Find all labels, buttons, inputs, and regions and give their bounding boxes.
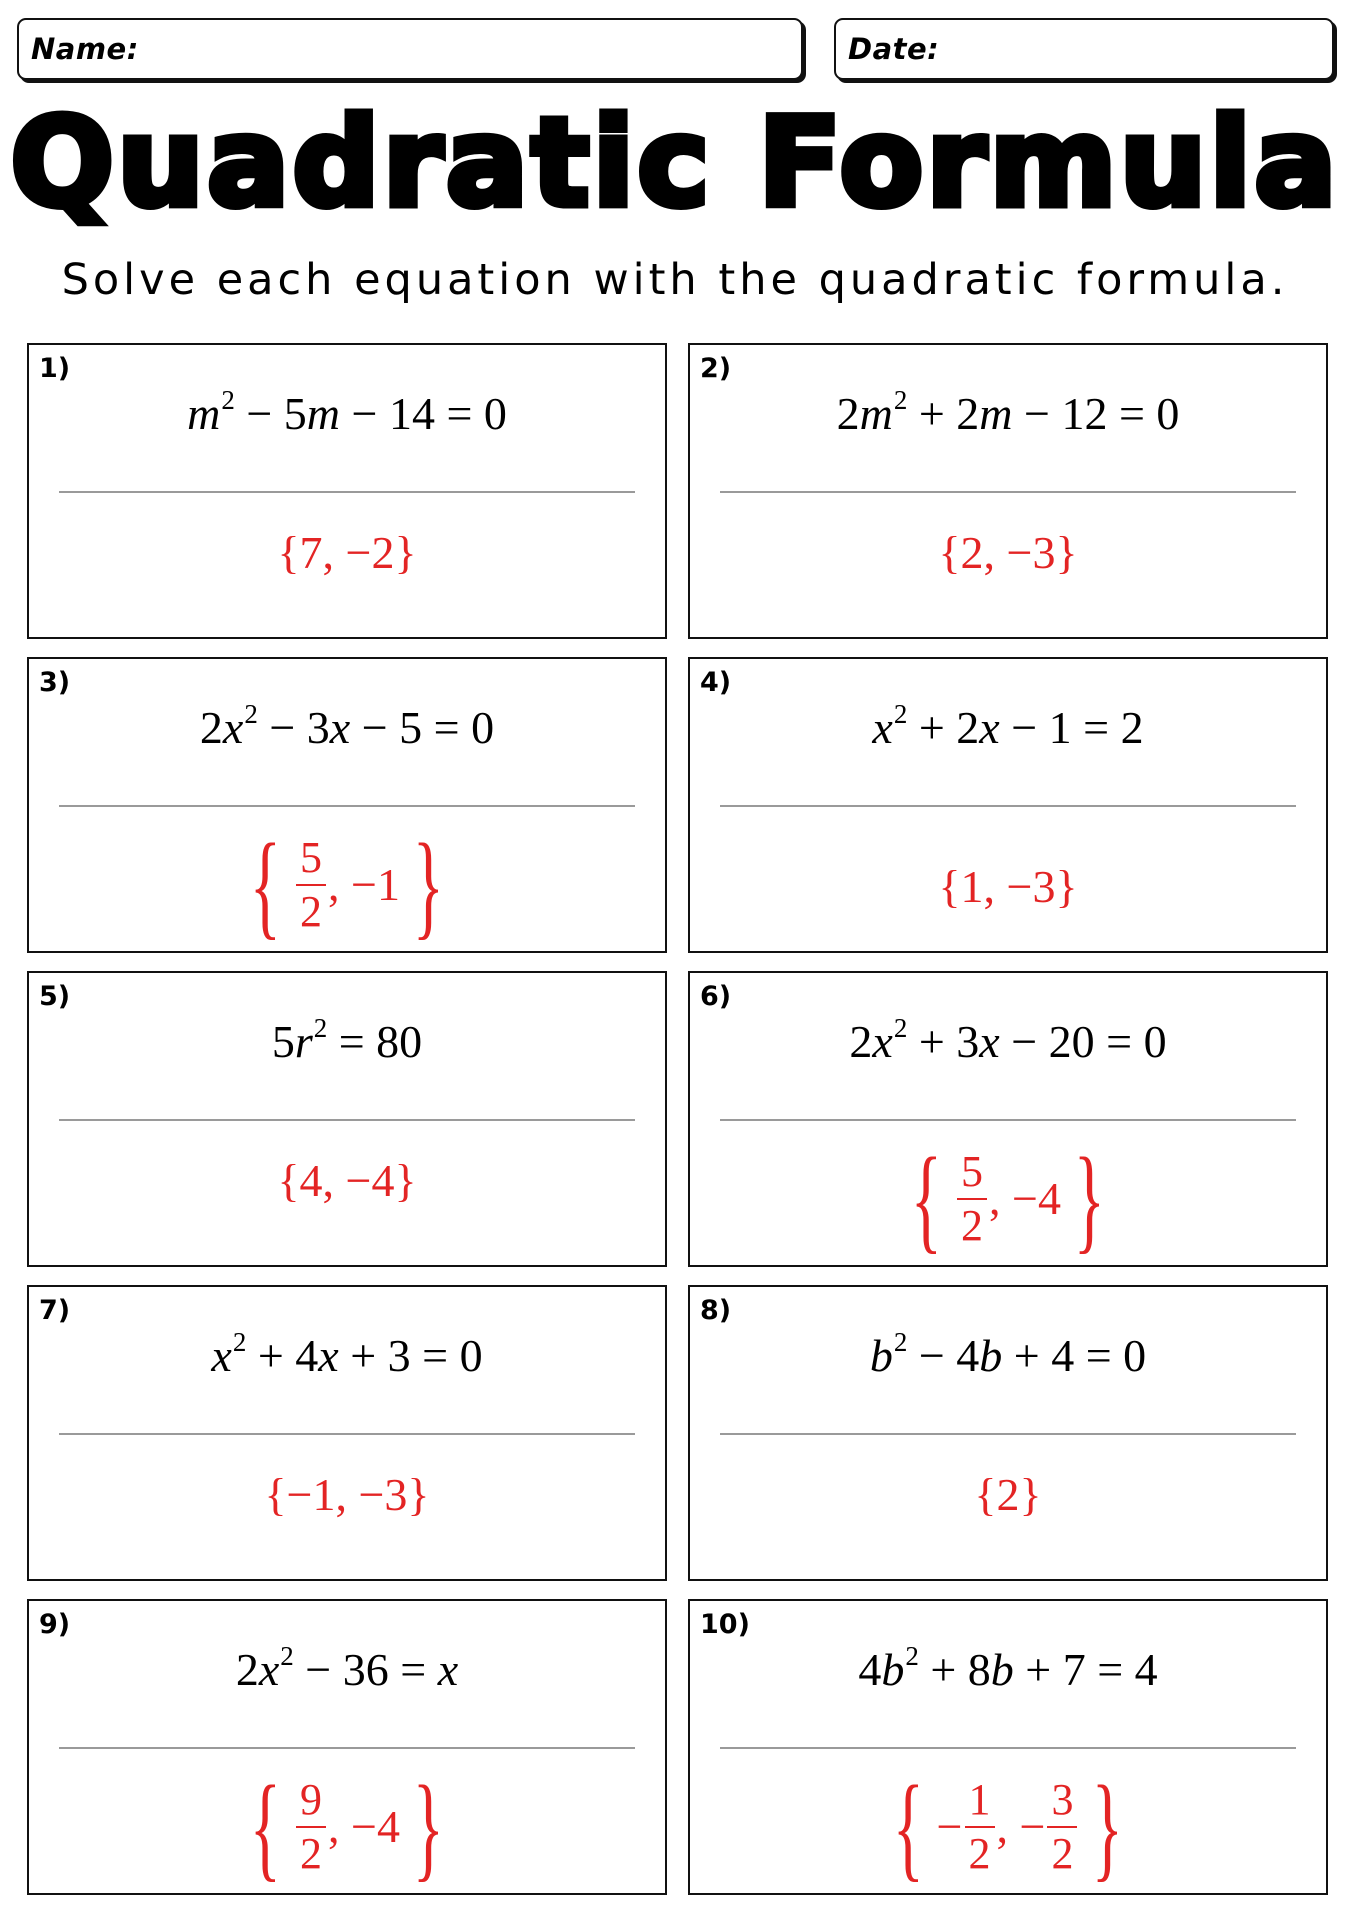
- answer: { $\frac{5}{2}$ , −1 }: [250, 819, 444, 950]
- answer: {7, −2}: [277, 527, 417, 578]
- answer-divider: [59, 1119, 635, 1121]
- problem-2: [688, 343, 1328, 639]
- answer-divider: [59, 491, 635, 493]
- equation: $b^2 - 4b + 4 = 0$: [869, 1327, 1147, 1381]
- problem-6: [688, 971, 1328, 1267]
- problem-5: [27, 971, 667, 1267]
- answer: {−1, −3}: [264, 1469, 430, 1520]
- answer: {1, −3}: [938, 861, 1078, 912]
- date-label: Date:: [848, 32, 940, 66]
- equation: $2x^2 - 3x - 5 = 0$: [199, 699, 495, 753]
- problem-10: [688, 1599, 1328, 1895]
- equation: $m^2 - 5m - 14 = 0$: [187, 385, 507, 439]
- problem-7: [27, 1285, 667, 1581]
- equation: $2x^2 + 3x - 20 = 0$: [849, 1013, 1167, 1067]
- problem-1: [27, 343, 667, 639]
- answer-divider: [720, 1747, 1296, 1749]
- name-field[interactable]: [17, 18, 803, 80]
- answer: {2}: [974, 1469, 1042, 1520]
- problem-number: 4): [700, 667, 732, 698]
- problem-9: [27, 1599, 667, 1895]
- answer-divider: [720, 1433, 1296, 1435]
- page-title: Quadratic Formula: [10, 92, 1340, 234]
- answer: { $\frac{5}{2}$ , −4 }: [911, 1133, 1105, 1264]
- problem-4: [688, 657, 1328, 953]
- problem-number: 2): [700, 353, 732, 384]
- problem-number: 8): [700, 1295, 732, 1326]
- answer: {4, −4}: [277, 1155, 417, 1206]
- equation: $2m^2 + 2m - 12 = 0$: [836, 385, 1180, 439]
- answer-fraction: $\frac{3}{2}$: [1047, 1776, 1077, 1878]
- problem-8: [688, 1285, 1328, 1581]
- answer: {2, −3}: [938, 527, 1078, 578]
- problem-number: 3): [39, 667, 71, 698]
- answer-fraction: $\frac{9}{2}$: [296, 1776, 326, 1878]
- answer-divider: [720, 491, 1296, 493]
- equation: $x^2 + 4x + 3 = 0$: [211, 1327, 483, 1381]
- problem-number: 6): [700, 981, 732, 1012]
- problem-number: 1): [39, 353, 71, 384]
- problem-number: 10): [700, 1609, 750, 1640]
- problem-number: 5): [39, 981, 71, 1012]
- equation: $x^2 + 2x - 1 = 2$: [872, 699, 1144, 753]
- problem-number: 9): [39, 1609, 71, 1640]
- problem-number: 7): [39, 1295, 71, 1326]
- answer: { − $\frac{1}{2}$ , − $\frac{3}{2}$ }: [892, 1761, 1124, 1892]
- answer-divider: [720, 805, 1296, 807]
- instructions: Solve each equation with the quadratic formula.: [61, 255, 1289, 305]
- answer: { $\frac{9}{2}$ , −4 }: [250, 1761, 444, 1892]
- answer-divider: [59, 1433, 635, 1435]
- name-label: Name:: [31, 32, 139, 66]
- equation: $5r^2 = 80$: [271, 1013, 423, 1067]
- answer-fraction: $\frac{5}{2}$: [957, 1148, 987, 1250]
- equation: $2x^2 - 36 = x$: [235, 1641, 459, 1695]
- equation: $4b^2 + 8b + 7 = 4$: [858, 1641, 1158, 1695]
- answer-divider: [59, 805, 635, 807]
- answer-divider: [59, 1747, 635, 1749]
- date-field[interactable]: [834, 18, 1334, 80]
- answer-divider: [720, 1119, 1296, 1121]
- answer-fraction: $\frac{1}{2}$: [965, 1776, 995, 1878]
- answer-fraction: $\frac{5}{2}$: [296, 834, 326, 936]
- problem-3: [27, 657, 667, 953]
